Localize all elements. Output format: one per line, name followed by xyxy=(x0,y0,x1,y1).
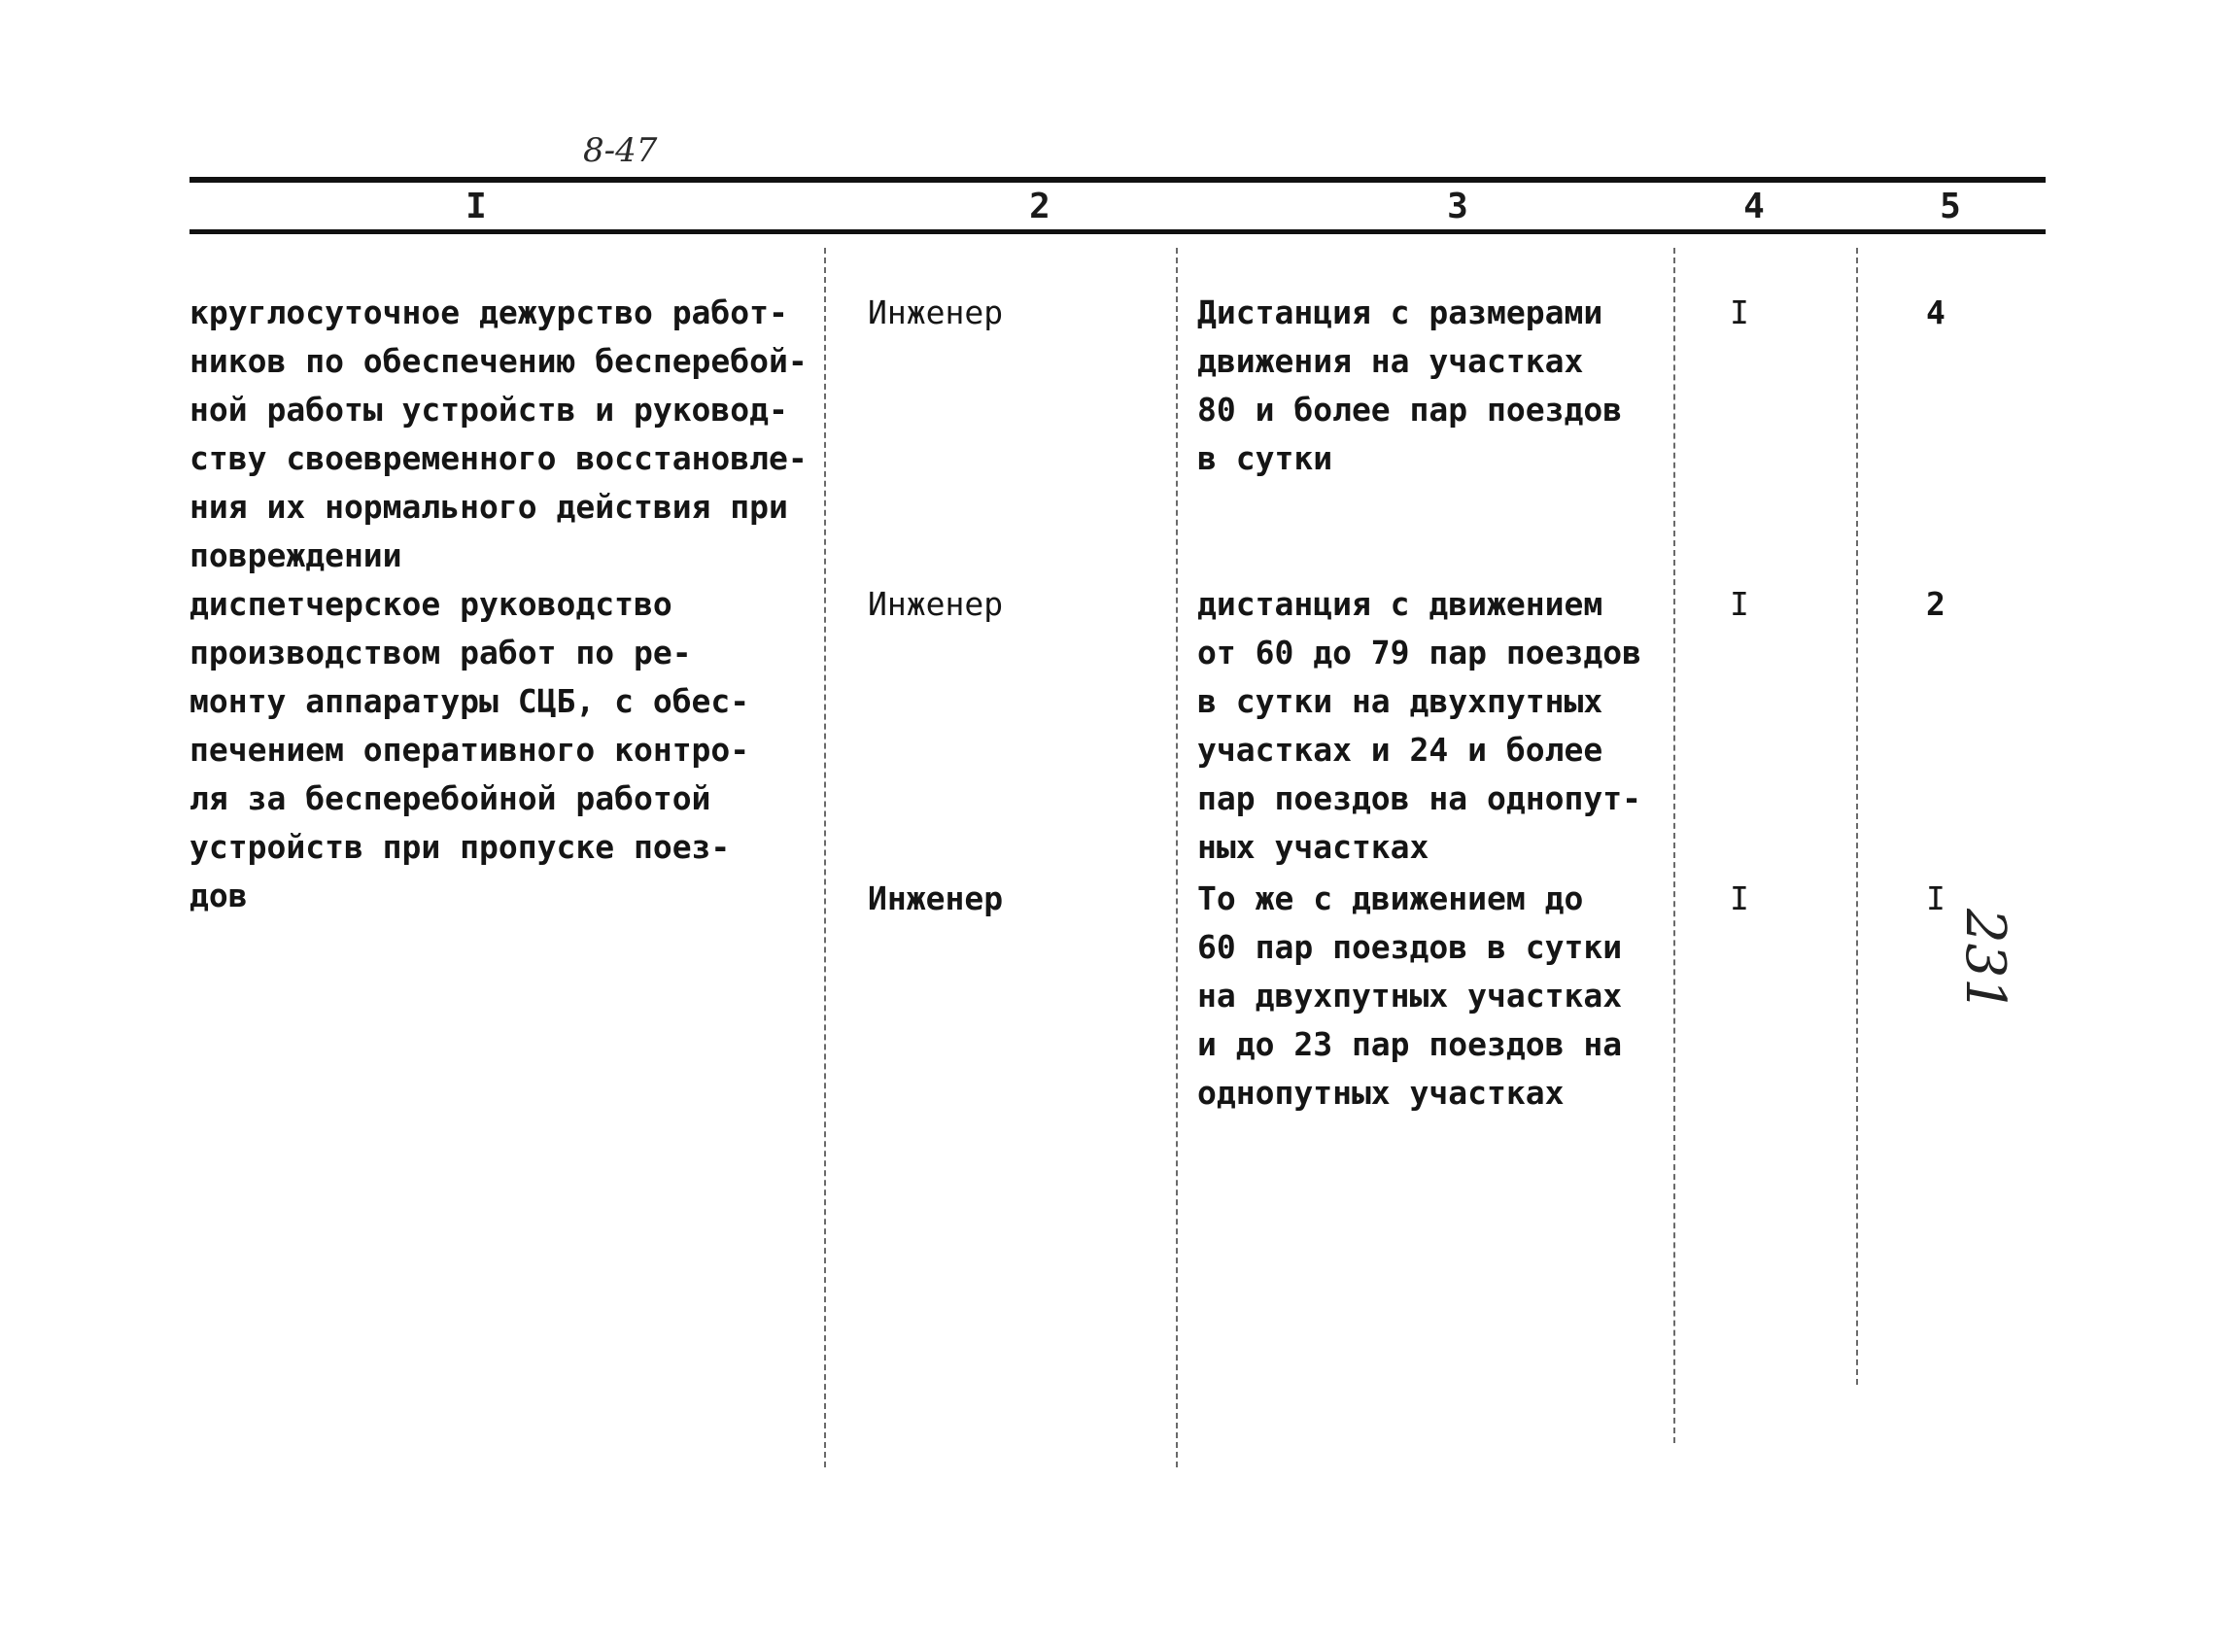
column-divider-2-3 xyxy=(1176,248,1178,1467)
column-divider-3-4 xyxy=(1673,248,1675,1443)
table-top-rule xyxy=(189,177,2046,183)
column-divider-1-2 xyxy=(824,248,826,1467)
page-number-handwritten: 231 xyxy=(1953,909,2016,1013)
column-header-5: 5 xyxy=(1940,187,1961,226)
row-1-duty-description: круглосуточное дежурство работ- ников по обеспечению бесперебой- ной работы устройств и руковод- ству своевременного восстановле- ния их нормального действия при повреждении xyxy=(189,293,808,574)
row-3-category: I xyxy=(1730,879,1749,917)
column-divider-4-5 xyxy=(1856,248,1858,1385)
row-1-count: 4 xyxy=(1926,293,1945,331)
row-2-duty-description: диспетчерское руководство производством работ по ре- монту аппаратуры СЦБ, с обес- печением оперативного контро- ля за бесперебойной работой устройств при пропуске поез- дов xyxy=(189,585,750,914)
row-3-position: Инженер xyxy=(868,879,1004,917)
row-3-count: I xyxy=(1926,879,1945,917)
row-1-position: Инженер xyxy=(868,293,1004,331)
column-header-4: 4 xyxy=(1743,187,1765,226)
column-header-1: I xyxy=(465,187,487,226)
column-header-2: 2 xyxy=(1029,187,1050,226)
row-1-condition: Дистанция с размерами движения на участках 80 и более пар поездов в сутки xyxy=(1197,293,1623,477)
row-3-condition: То же с движением до 60 пар поездов в сутки на двухпутных участках и до 23 пар поездов на однопутных участках xyxy=(1197,879,1623,1112)
sheet-code-handwritten: 8-47 xyxy=(583,131,658,170)
row-2-condition: дистанция с движением от 60 до 79 пар поездов в сутки на двухпутных участках и 24 и более пар поездов на однопут- ных участках xyxy=(1197,585,1641,866)
header-bottom-rule xyxy=(189,229,2046,234)
column-header-3: 3 xyxy=(1447,187,1468,226)
row-2-position: Инженер xyxy=(868,585,1004,623)
row-1-category: I xyxy=(1730,293,1749,331)
row-2-category: I xyxy=(1730,585,1749,623)
row-2-count: 2 xyxy=(1926,585,1945,623)
